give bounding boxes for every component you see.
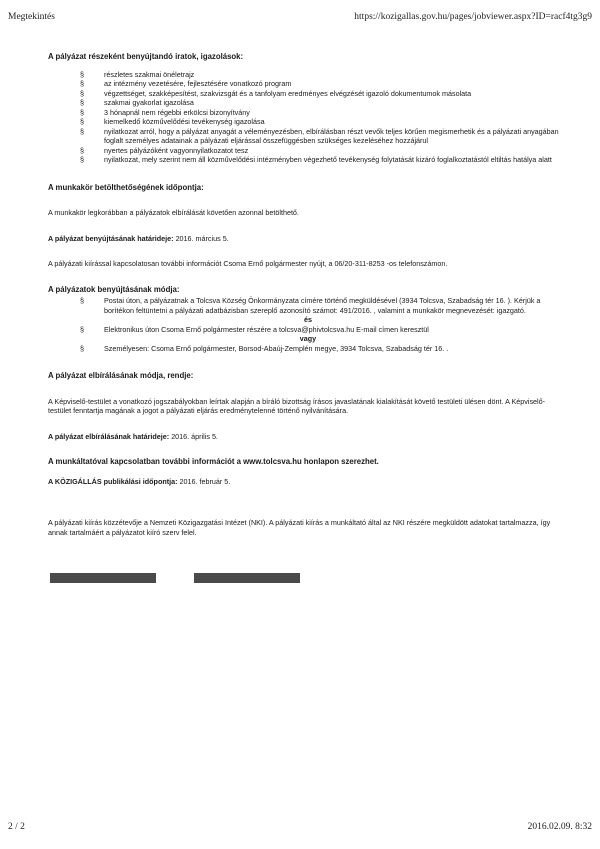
list-item xyxy=(80,98,568,108)
list-item-text: Személyesen: Csoma Ernő polgármester, Borsod-Abaúj-Zemplén megye, 3934 Tolcsva, Szabadság tér 16. . xyxy=(104,343,449,353)
info-text: A pályázati kiírással kapcsolatosan további információt Csoma Ernő polgármester nyújt, a 06/20-311-8253 -os telefonszámon. xyxy=(48,259,448,268)
list-item-text: kiemelkedő közművelődési tevékenység igazolása xyxy=(104,117,265,126)
documents-list xyxy=(80,70,568,165)
deadline-label: A pályázat benyújtásának határideje: xyxy=(48,233,174,243)
deadline-value: 2016. március 5. xyxy=(175,233,229,243)
section-sign-icon: § xyxy=(80,343,84,353)
list-item xyxy=(80,117,568,127)
list-item xyxy=(80,89,568,99)
redaction-bar-right xyxy=(194,573,300,583)
print-timestamp: 2016.02.09. 8:32 xyxy=(527,822,592,832)
section-sign-icon: § xyxy=(80,117,84,126)
list-item-text: 3 hónapnál nem régebbi erkölcsi bizonyítvány xyxy=(104,107,250,117)
list-item-text: az intézmény vezetésére, fejlesztésére vonatkozó program xyxy=(104,79,292,88)
redaction-bar-left xyxy=(50,573,156,583)
deadline-line xyxy=(48,234,568,244)
list-item-text: részletes szakmai önéletrajz xyxy=(104,69,195,79)
section-sign-icon: § xyxy=(80,296,84,305)
eval-deadline-line xyxy=(48,432,568,442)
list-item-text: nyilatkozat arról, hogy a pályázat anyagát a véleményezésben, elbírálásban részt vevők teljes körűen megismerhetik és a pályázati anyagában foglalt személyes adatainak a pályázati eljárással összefüggésben szükséges kezeléséhez hozzájárul xyxy=(104,126,559,145)
list-item xyxy=(80,296,568,315)
list-item-text: Postai úton, a pályázatnak a Tolcsva Község Önkormányzata címére történő megküldésével (3934 Tolcsva, Szabadság tér 16. ). Kérjük a borítékon feltüntetni a pályázati adatbázisban szereplő azonosító számot: 491/2016. , valamint a munkakör megnevezését: igazgató. xyxy=(104,296,541,315)
separator-or: vagy xyxy=(299,334,317,343)
section-sign-icon: § xyxy=(80,324,84,334)
list-item-text: végzettséget, szakképesítést, szakvizsgát és a tanfolyam eredményes elvégzését igazoló dokumentumok másolata xyxy=(104,88,472,98)
list-item-text: nyilatkozat, mely szerint nem áll közművelődési intézményben végezhető tevékenység folytatását kizáró foglalkoztatástól eltiltás hatálya alatt xyxy=(104,155,552,164)
list-item-text: Elektronikus úton Csoma Ernő polgármester részére a tolcsva@phivtolcsva.hu E-mail címen keresztül xyxy=(104,324,429,334)
redaction-row xyxy=(48,573,568,585)
publication-line xyxy=(48,477,568,487)
list-item xyxy=(80,146,568,156)
section-sign-icon: § xyxy=(80,155,84,164)
evaluation-text: A Képviselő-testület a vonatkozó jogszabályokban leírtak alapján a bíráló bizottság írásos javaslatának kialakítását követő testületi ülésen dönt. A Képviselő-testület fenntartja magának a jogot a pályázati eljárás eredménytelenné történő nyilvánítására. xyxy=(48,396,546,415)
list-item xyxy=(80,70,568,80)
list-item-text: nyertes pályázóként vagyonnyilatkozatot tesz xyxy=(104,145,249,155)
document-body xyxy=(48,52,568,585)
list-item xyxy=(80,344,568,354)
documents-heading: A pályázat részeként benyújtandó iratok, igazolások: xyxy=(48,52,244,61)
print-header-url: https://kozigallas.gov.hu/pages/jobviewer.aspx?ID=racf4tg3g9 xyxy=(354,12,592,22)
page-number: 2 / 2 xyxy=(8,822,25,832)
submission-list-2 xyxy=(80,325,568,335)
list-item-text: szakmai gyakorlat igazolása xyxy=(104,98,194,107)
submission-list xyxy=(80,296,568,315)
separator-and: és xyxy=(304,315,312,324)
list-item xyxy=(80,108,568,118)
section-sign-icon: § xyxy=(80,145,84,155)
list-item xyxy=(80,79,568,89)
section-sign-icon: § xyxy=(80,69,84,79)
disclaimer-text: A pályázati kiírás közzétevője a Nemzeti Közigazgatási Intézet (NKI). A pályázati kiírás a munkáltató által az NKI részére megküldött adatokat tartalmazza, így annak tartalmáért a pályázatot kiíró szerv felel. xyxy=(48,518,551,537)
eval-deadline-value: 2016. április 5. xyxy=(171,431,218,441)
section-sign-icon: § xyxy=(80,88,84,98)
publication-value: 2016. február 5. xyxy=(179,476,231,486)
start-text: A munkakör legkorábban a pályázatok elbírálását követően azonnal betölthető. xyxy=(48,208,299,217)
evaluation-heading: A pályázat elbírálásának módja, rendje: xyxy=(48,371,194,380)
list-item xyxy=(80,325,568,335)
list-item xyxy=(80,127,568,146)
eval-deadline-label: A pályázat elbírálásának határideje: xyxy=(48,431,170,441)
section-sign-icon: § xyxy=(80,126,84,136)
employer-info: A munkáltatóval kapcsolatban további információt a www.tolcsva.hu honlapon szerezhet. xyxy=(48,457,379,466)
submission-list-3 xyxy=(80,344,568,354)
section-sign-icon: § xyxy=(80,98,84,107)
start-heading: A munkakör betölthetőségének időpontja: xyxy=(48,182,204,192)
section-sign-icon: § xyxy=(80,79,84,88)
publication-label: A KÖZIGÁLLÁS publikálási időpontja: xyxy=(48,476,178,486)
submission-heading: A pályázatok benyújtásának módja: xyxy=(48,284,180,294)
list-item xyxy=(80,155,568,165)
section-sign-icon: § xyxy=(80,107,84,117)
print-header-title: Megtekintés xyxy=(8,12,55,22)
